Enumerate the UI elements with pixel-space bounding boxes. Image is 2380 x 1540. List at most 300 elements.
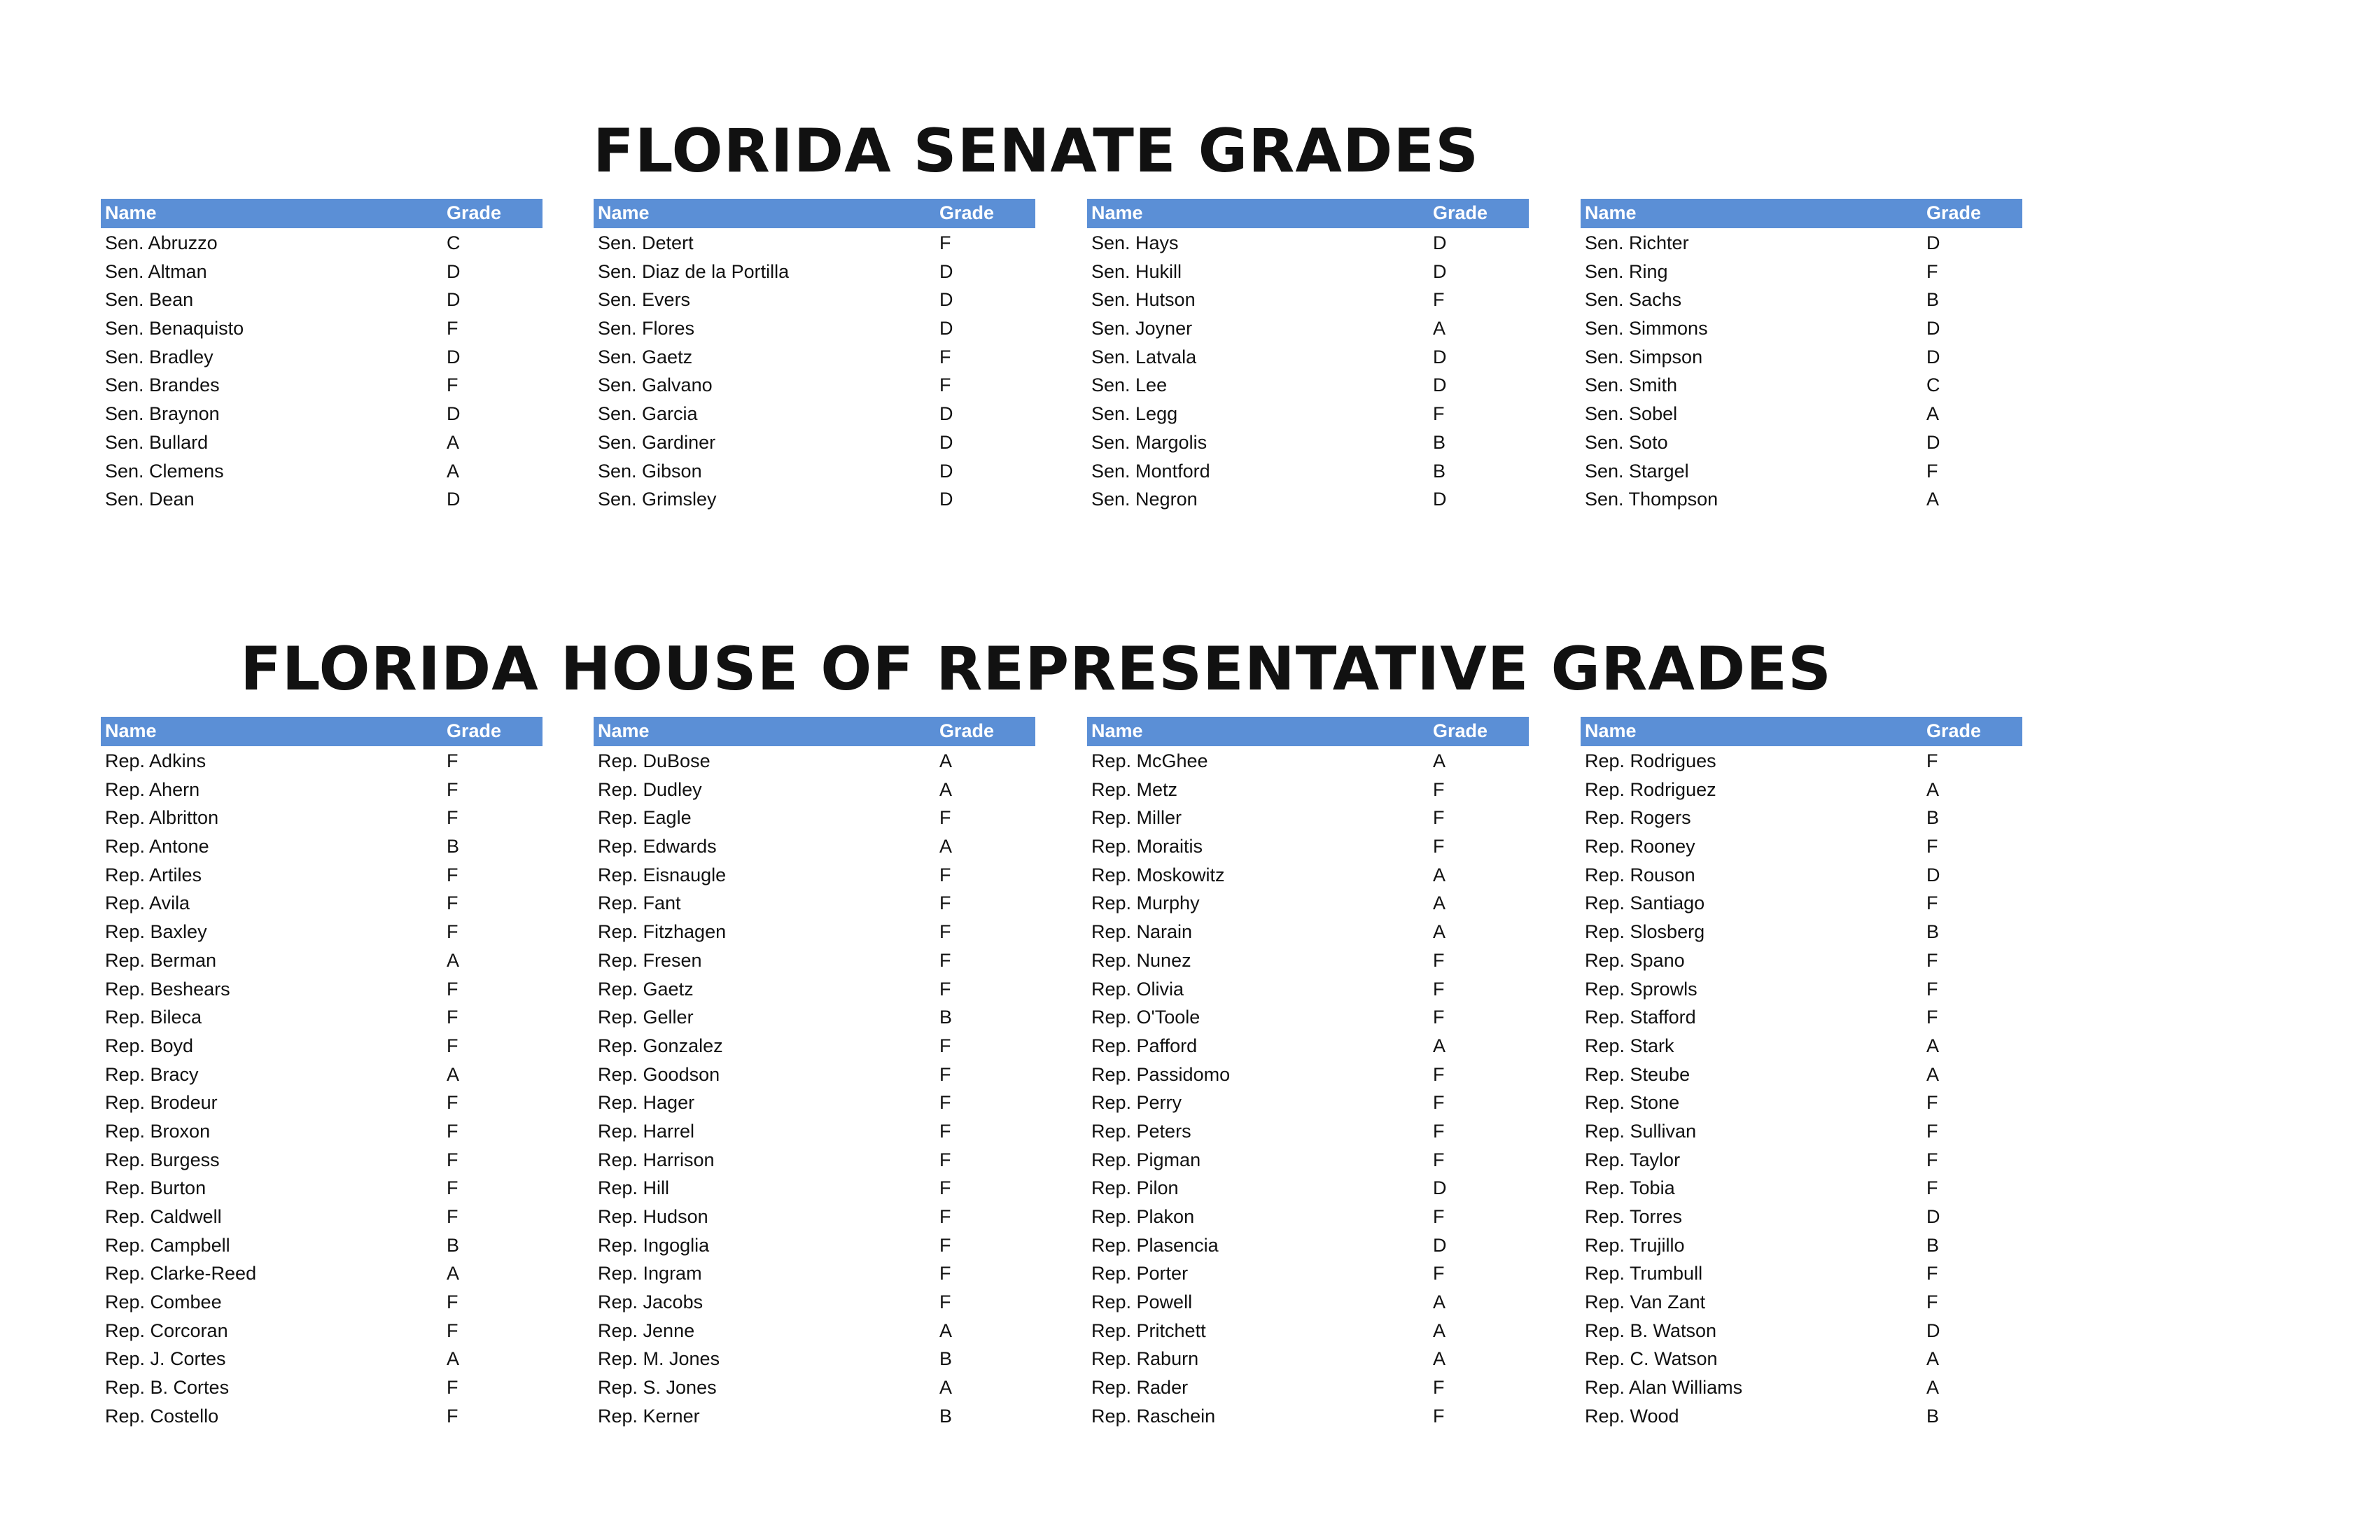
legislator-name: Rep. Sullivan	[1585, 1120, 1697, 1142]
legislator-name: Rep. S. Jones	[598, 1377, 717, 1399]
legislator-name: Sen. Negron	[1091, 489, 1198, 510]
legislator-name: Rep. Murphy	[1091, 892, 1200, 914]
legislator-name: Rep. Baxley	[105, 921, 207, 943]
legislator-name: Sen. Richter	[1585, 232, 1689, 253]
grade-value: F	[1433, 1149, 1445, 1170]
table-row	[1581, 746, 2022, 775]
legislator-name: Rep. Avila	[105, 892, 190, 914]
legislator-name: Rep. Fresen	[598, 949, 702, 971]
table-row	[1581, 1002, 2022, 1031]
table-row	[1581, 1060, 2022, 1088]
grade-value: D	[1926, 346, 1940, 368]
table-row	[1087, 285, 1529, 314]
legislator-name: Rep. Olivia	[1091, 978, 1184, 1000]
legislator-name: Sen. Galvano	[598, 374, 713, 396]
legislator-name: Rep. Moraitis	[1091, 836, 1203, 858]
table-row	[1581, 1202, 2022, 1231]
legislator-name: Rep. Eisnaugle	[598, 864, 727, 886]
grade-value: F	[939, 1206, 951, 1227]
grade-value: A	[1433, 1348, 1446, 1370]
legislator-name: Rep. Harrison	[598, 1149, 715, 1170]
table-row	[101, 803, 542, 832]
legislator-name: Rep. Berman	[105, 949, 217, 971]
grade-value: F	[447, 1206, 458, 1227]
table-header	[594, 199, 1035, 228]
grade-value: D	[1433, 346, 1447, 368]
table-row	[594, 946, 1035, 974]
table-row	[1581, 285, 2022, 314]
table-row	[1581, 946, 2022, 974]
grade-value: D	[939, 260, 953, 282]
table-row	[101, 860, 542, 889]
table-row	[594, 1373, 1035, 1401]
legislator-name: Rep. Burton	[105, 1177, 206, 1199]
legislator-name: Sen. Stargel	[1585, 460, 1689, 482]
grade-value: A	[1433, 1292, 1446, 1313]
grade-value: F	[447, 1177, 458, 1199]
grade-value: B	[939, 1405, 953, 1427]
table-row	[1087, 456, 1529, 485]
grade-value: F	[1433, 836, 1445, 858]
grade-value: F	[1926, 750, 1938, 771]
table-row	[1581, 370, 2022, 399]
legislator-name: Rep. Rogers	[1585, 807, 1691, 829]
grade-value: F	[939, 1035, 951, 1056]
grade-column-header: Grade	[1926, 202, 1982, 223]
table-row	[594, 484, 1035, 513]
table-row	[1087, 342, 1529, 371]
legislator-name: Rep. Alan Williams	[1585, 1377, 1743, 1399]
table-row	[1581, 314, 2022, 342]
legislator-name: Rep. Rooney	[1585, 836, 1695, 858]
legislator-name: Sen. Gibson	[598, 460, 702, 482]
table-row	[594, 342, 1035, 371]
table-row	[1581, 257, 2022, 286]
name-column-header: Name	[105, 202, 157, 223]
legislator-name: Rep. Sprowls	[1585, 978, 1698, 1000]
grade-value: B	[1433, 460, 1446, 482]
grade-value: A	[1433, 892, 1446, 914]
table-header	[101, 717, 542, 746]
table-row	[1087, 1002, 1529, 1031]
table-row	[594, 775, 1035, 804]
grade-value: F	[1926, 892, 1938, 914]
table-row	[594, 1259, 1035, 1287]
grade-column-header: Grade	[1926, 720, 1982, 741]
table-row	[594, 1088, 1035, 1116]
legislator-name: Rep. Caldwell	[105, 1206, 222, 1227]
grade-value: F	[447, 1149, 458, 1170]
table-row	[594, 1031, 1035, 1060]
grade-value: B	[447, 1234, 460, 1256]
table-row	[594, 1202, 1035, 1231]
legislator-name: Rep. Spano	[1585, 949, 1685, 971]
grade-value: F	[1433, 1263, 1445, 1284]
grade-value: A	[1926, 1348, 1940, 1370]
grade-value: F	[939, 374, 951, 396]
table-row	[594, 917, 1035, 946]
legislator-name: Rep. Raburn	[1091, 1348, 1199, 1370]
name-column-header: Name	[105, 720, 157, 741]
table-row	[594, 370, 1035, 399]
legislator-name: Rep. Plakon	[1091, 1206, 1195, 1227]
grade-value: F	[1433, 949, 1445, 971]
grade-value: A	[1926, 403, 1940, 425]
table-row	[1087, 1316, 1529, 1345]
grade-value: F	[939, 921, 951, 943]
table-row	[1581, 775, 2022, 804]
legislator-name: Rep. Gaetz	[598, 978, 694, 1000]
grade-value: D	[939, 318, 953, 340]
grade-value: F	[1926, 949, 1938, 971]
legislator-name: Sen. Simpson	[1585, 346, 1703, 368]
legislator-name: Rep. Rouson	[1585, 864, 1695, 886]
legislator-name: Sen. Margolis	[1091, 431, 1208, 453]
legislator-name: Sen. Hukill	[1091, 260, 1182, 282]
grade-value: F	[1433, 1092, 1445, 1114]
grade-value: F	[1926, 1177, 1938, 1199]
legislator-name: Rep. Stark	[1585, 1035, 1674, 1056]
legislator-name: Rep. Burgess	[105, 1149, 220, 1170]
legislator-name: Rep. Porter	[1091, 1263, 1189, 1284]
grade-value: B	[1926, 807, 1940, 829]
legislator-name: Rep. Pafford	[1091, 1035, 1198, 1056]
legislator-name: Sen. Brandes	[105, 374, 220, 396]
legislator-name: Rep. Slosberg	[1585, 921, 1705, 943]
legislator-name: Sen. Grimsley	[598, 489, 717, 510]
legislator-name: Sen. Gardiner	[598, 431, 716, 453]
table-header	[1087, 717, 1529, 746]
table-row	[1087, 888, 1529, 917]
name-column-header: Name	[1091, 720, 1143, 741]
legislator-name: Rep. Dudley	[598, 778, 702, 800]
table-row	[1087, 428, 1529, 456]
grade-value: F	[939, 1263, 951, 1284]
senate-title: FLORIDA SENATE GRADES	[592, 116, 1480, 186]
grade-value: F	[447, 778, 458, 800]
legislator-name: Rep. B. Watson	[1585, 1320, 1717, 1341]
grade-value: F	[1926, 460, 1938, 482]
legislator-name: Rep. Miller	[1091, 807, 1182, 829]
grade-value: F	[447, 1320, 458, 1341]
grade-value: D	[447, 489, 461, 510]
table-header	[1087, 199, 1529, 228]
table-row	[101, 1373, 542, 1401]
table-row	[1087, 1259, 1529, 1287]
legislator-name: Rep. Nunez	[1091, 949, 1191, 971]
table-row	[1087, 1344, 1529, 1373]
table-row	[101, 228, 542, 257]
grade-value: A	[447, 1063, 460, 1085]
legislator-name: Rep. Rader	[1091, 1377, 1189, 1399]
grade-value: D	[1433, 1177, 1447, 1199]
legislator-name: Rep. Bracy	[105, 1063, 199, 1085]
table-row	[1087, 974, 1529, 1003]
legislator-name: Rep. Stone	[1585, 1092, 1680, 1114]
legislator-name: Sen. Benaquisto	[105, 318, 244, 340]
grade-value: F	[939, 1092, 951, 1114]
table-row	[101, 1259, 542, 1287]
table-row	[101, 1316, 542, 1345]
table-row	[594, 1344, 1035, 1373]
table-row	[594, 860, 1035, 889]
table-row	[101, 1002, 542, 1031]
table-row	[1087, 1060, 1529, 1088]
table-row	[101, 1145, 542, 1174]
grade-value: F	[1926, 1263, 1938, 1284]
legislator-name: Rep. Plasencia	[1091, 1234, 1219, 1256]
table-row	[101, 946, 542, 974]
legislator-name: Sen. Garcia	[598, 403, 698, 425]
grade-value: D	[447, 346, 461, 368]
legislator-name: Sen. Lee	[1091, 374, 1168, 396]
table-row	[101, 1060, 542, 1088]
grade-value: F	[939, 807, 951, 829]
legislator-name: Rep. Tobia	[1585, 1177, 1675, 1199]
grade-value: F	[447, 864, 458, 886]
legislator-name: Rep. Gonzalez	[598, 1035, 723, 1056]
table-row	[594, 1401, 1035, 1430]
house-table-3	[1087, 717, 1529, 1430]
senate-table-2	[594, 199, 1035, 513]
legislator-name: Rep. Van Zant	[1585, 1292, 1706, 1313]
legislator-name: Rep. Goodson	[598, 1063, 720, 1085]
grade-value: D	[1433, 260, 1447, 282]
name-column-header: Name	[598, 202, 650, 223]
table-row	[101, 746, 542, 775]
table-row	[594, 1316, 1035, 1345]
legislator-name: Sen. Detert	[598, 232, 694, 253]
table-row	[1581, 832, 2022, 860]
table-row	[594, 399, 1035, 428]
table-row	[101, 775, 542, 804]
grade-value: D	[1433, 1234, 1447, 1256]
grade-value: F	[1926, 978, 1938, 1000]
legislator-name: Rep. Eagle	[598, 807, 692, 829]
grade-value: B	[447, 836, 460, 858]
table-row	[101, 484, 542, 513]
grade-value: F	[447, 807, 458, 829]
grade-value: F	[1926, 260, 1938, 282]
grade-value: B	[1926, 1405, 1940, 1427]
grade-value: F	[1433, 1007, 1445, 1028]
grade-value: A	[939, 836, 953, 858]
legislator-name: Rep. Raschein	[1091, 1405, 1216, 1427]
legislator-name: Sen. Bean	[105, 289, 194, 311]
legislator-name: Rep. Narain	[1091, 921, 1193, 943]
table-row	[1087, 1401, 1529, 1430]
table-row	[1087, 1031, 1529, 1060]
grade-value: F	[939, 232, 951, 253]
grade-value: F	[447, 1292, 458, 1313]
table-row	[1087, 1231, 1529, 1259]
legislator-name: Rep. Metz	[1091, 778, 1178, 800]
grade-value: A	[447, 1263, 460, 1284]
legislator-name: Sen. Clemens	[105, 460, 224, 482]
table-row	[101, 314, 542, 342]
legislator-name: Sen. Simmons	[1585, 318, 1708, 340]
grade-column-header: Grade	[447, 720, 502, 741]
grade-value: D	[1926, 1320, 1940, 1341]
grade-value: B	[939, 1348, 953, 1370]
house-table-2	[594, 717, 1035, 1430]
name-column-header: Name	[598, 720, 650, 741]
table-row	[594, 314, 1035, 342]
table-row	[1581, 484, 2022, 513]
table-row	[1087, 1173, 1529, 1202]
table-row	[594, 746, 1035, 775]
grade-value: A	[1433, 921, 1446, 943]
grade-value: F	[939, 1149, 951, 1170]
table-row	[1087, 314, 1529, 342]
grade-value: F	[939, 949, 951, 971]
legislator-name: Rep. Fant	[598, 892, 681, 914]
grade-value: F	[447, 374, 458, 396]
table-row	[1581, 342, 2022, 371]
grade-value: A	[1926, 1035, 1940, 1056]
legislator-name: Sen. Sachs	[1585, 289, 1682, 311]
legislator-name: Rep. Hill	[598, 1177, 670, 1199]
table-row	[1581, 1145, 2022, 1174]
grade-value: A	[1926, 1063, 1940, 1085]
grade-value: C	[1926, 374, 1940, 396]
table-row	[1087, 1287, 1529, 1316]
grade-value: D	[939, 403, 953, 425]
grade-value: B	[1926, 1234, 1940, 1256]
legislator-name: Rep. Passidomo	[1091, 1063, 1231, 1085]
grade-value: F	[1433, 1120, 1445, 1142]
table-row	[1581, 456, 2022, 485]
table-row	[594, 1231, 1035, 1259]
table-row	[101, 917, 542, 946]
legislator-name: Sen. Altman	[105, 260, 207, 282]
table-row	[101, 888, 542, 917]
legislator-name: Sen. Evers	[598, 289, 691, 311]
grade-value: F	[939, 1063, 951, 1085]
grade-value: D	[1433, 489, 1447, 510]
legislator-name: Rep. Campbell	[105, 1234, 230, 1256]
legislator-name: Rep. Jenne	[598, 1320, 695, 1341]
grade-column-header: Grade	[939, 720, 995, 741]
name-column-header: Name	[1091, 202, 1143, 223]
table-row	[101, 1088, 542, 1116]
table-row	[101, 974, 542, 1003]
table-row	[1087, 228, 1529, 257]
legislator-name: Rep. Rodriguez	[1585, 778, 1716, 800]
grade-value: D	[1926, 864, 1940, 886]
table-row	[1087, 1116, 1529, 1145]
grade-value: A	[447, 1348, 460, 1370]
legislator-name: Rep. Ingram	[598, 1263, 702, 1284]
legislator-name: Rep. Geller	[598, 1007, 694, 1028]
legislator-name: Rep. Hager	[598, 1092, 695, 1114]
legislator-name: Rep. O'Toole	[1091, 1007, 1200, 1028]
grade-value: B	[1926, 921, 1940, 943]
grade-value: A	[447, 949, 460, 971]
grade-value: D	[1433, 374, 1447, 396]
legislator-name: Rep. C. Watson	[1585, 1348, 1718, 1370]
table-row	[101, 342, 542, 371]
table-row	[594, 257, 1035, 286]
table-row	[594, 456, 1035, 485]
grade-value: F	[939, 1234, 951, 1256]
table-row	[101, 1116, 542, 1145]
grade-value: A	[1433, 1320, 1446, 1341]
legislator-name: Rep. Harrel	[598, 1120, 695, 1142]
grade-value: D	[447, 260, 461, 282]
grade-value: F	[447, 1120, 458, 1142]
table-row	[1087, 1373, 1529, 1401]
table-row	[1087, 257, 1529, 286]
legislator-name: Rep. Antone	[105, 836, 209, 858]
table-row	[1581, 860, 2022, 889]
legislator-name: Rep. Brodeur	[105, 1092, 218, 1114]
grade-value: F	[1433, 1063, 1445, 1085]
grade-value: F	[447, 1377, 458, 1399]
grade-value: F	[447, 750, 458, 771]
legislator-name: Rep. Taylor	[1585, 1149, 1681, 1170]
table-row	[1087, 1088, 1529, 1116]
grade-value: A	[939, 750, 953, 771]
table-row	[101, 1202, 542, 1231]
table-row	[1581, 1316, 2022, 1345]
legislator-name: Rep. Stafford	[1585, 1007, 1696, 1028]
grade-value: F	[447, 892, 458, 914]
legislator-name: Rep. Trujillo	[1585, 1234, 1685, 1256]
legislator-name: Sen. Dean	[105, 489, 195, 510]
grade-value: F	[939, 1120, 951, 1142]
table-row	[1087, 803, 1529, 832]
grade-column-header: Grade	[939, 202, 995, 223]
legislator-name: Rep. Fitzhagen	[598, 921, 727, 943]
table-row	[1087, 1145, 1529, 1174]
table-row	[594, 1145, 1035, 1174]
grade-value: F	[1433, 289, 1445, 311]
grade-value: F	[1433, 778, 1445, 800]
legislator-name: Rep. Pritchett	[1091, 1320, 1206, 1341]
table-row	[1087, 370, 1529, 399]
table-row	[101, 456, 542, 485]
grade-value: F	[1433, 1206, 1445, 1227]
house-table-1	[101, 717, 542, 1430]
grade-value: A	[447, 460, 460, 482]
legislator-name: Rep. Kerner	[598, 1405, 700, 1427]
legislator-name: Sen. Hays	[1091, 232, 1179, 253]
table-row	[1581, 1231, 2022, 1259]
table-row	[594, 1116, 1035, 1145]
grade-value: F	[1433, 403, 1445, 425]
table-row	[1581, 1344, 2022, 1373]
grade-column-header: Grade	[447, 202, 502, 223]
grade-value: F	[1926, 1092, 1938, 1114]
grade-value: F	[939, 346, 951, 368]
table-row	[594, 888, 1035, 917]
table-header	[1581, 717, 2022, 746]
legislator-name: Rep. J. Cortes	[105, 1348, 226, 1370]
legislator-name: Rep. Adkins	[105, 750, 206, 771]
grade-value: D	[939, 289, 953, 311]
grade-value: F	[939, 1177, 951, 1199]
table-row	[101, 285, 542, 314]
table-row	[1581, 917, 2022, 946]
table-row	[1581, 1287, 2022, 1316]
grade-value: F	[447, 1092, 458, 1114]
table-row	[1581, 1173, 2022, 1202]
grade-value: F	[1433, 807, 1445, 829]
table-row	[594, 803, 1035, 832]
table-row	[101, 257, 542, 286]
table-row	[101, 1401, 542, 1430]
